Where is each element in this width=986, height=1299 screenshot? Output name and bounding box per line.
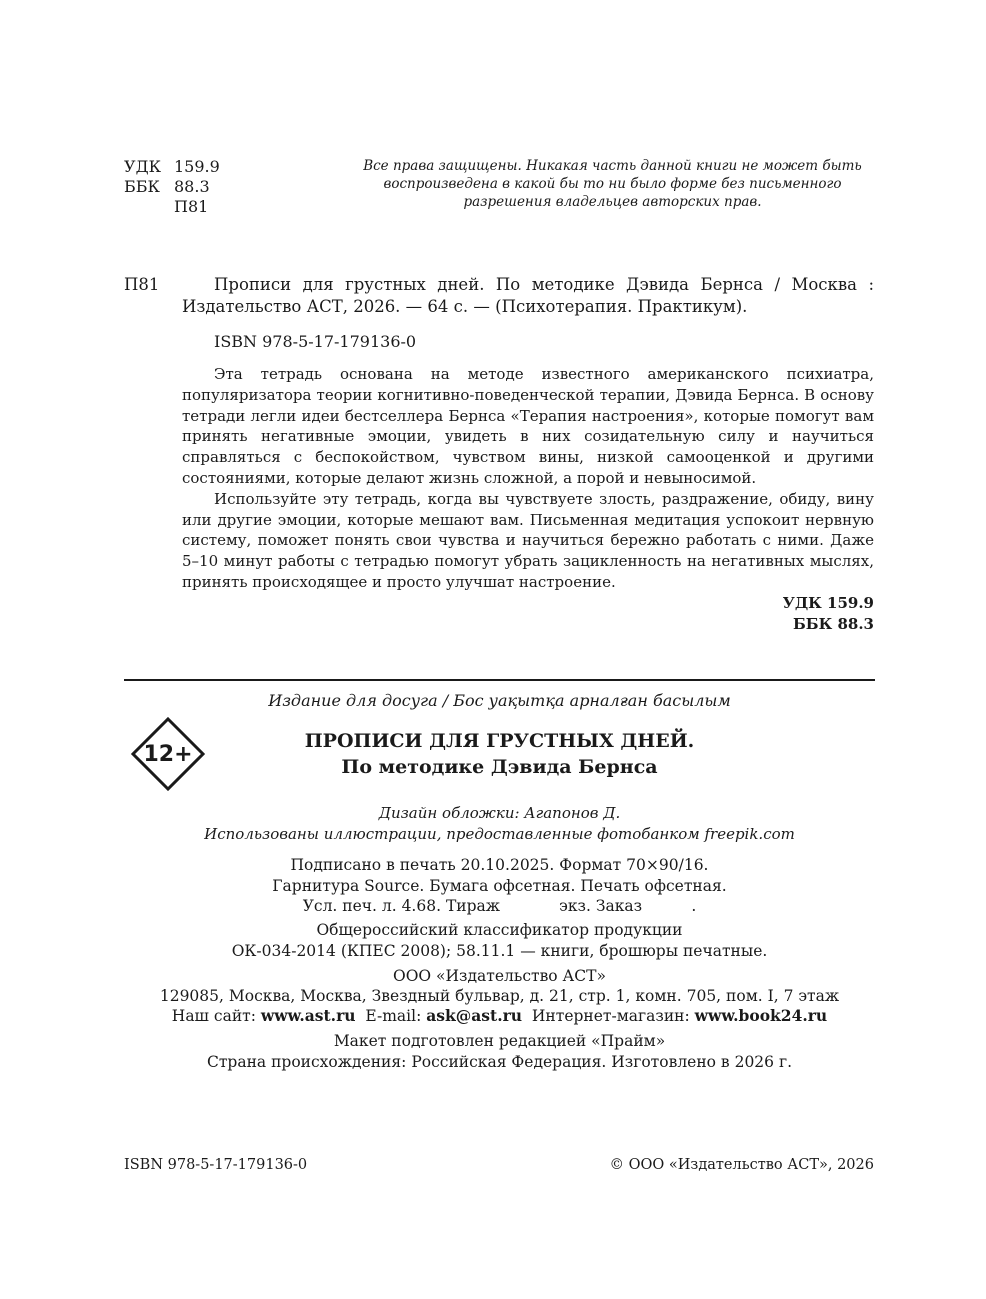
cover-design: Дизайн обложки: Агапонов Д. <box>378 804 621 822</box>
production-info <box>124 1031 875 1072</box>
bbk-row <box>124 177 220 197</box>
title-line-2: По методике Дэвида Бернса <box>341 756 658 778</box>
email-label: E-mail: <box>365 1007 422 1025</box>
technical-info <box>124 855 875 917</box>
footer-isbn: ISBN 978-5-17-179136-0 <box>124 1157 308 1173</box>
udk-label: УДК <box>124 157 161 176</box>
edition-type: Издание для досуга / Бос уақытқа арналған басылым <box>268 691 731 710</box>
site-label: Наш сайт: <box>171 1007 256 1025</box>
classifier-title: Общероссийский классификатор продукции <box>316 921 683 939</box>
author-mark-row <box>124 197 220 217</box>
site-link: www.ast.ru <box>260 1006 356 1025</box>
publisher-address: 129085, Москва, Москва, Звездный бульвар, д. 21, стр. 1, комн. 705, пом. I, 7 этаж <box>159 987 840 1005</box>
print-run: Усл. печ. л. 4.68. Тираж экз. Заказ . <box>302 897 697 915</box>
divider-rule <box>124 679 875 681</box>
publisher-name: ООО «Издательство АСТ» <box>393 967 606 985</box>
rights-notice: Все права защищены. Никакая часть данной книги не может быть воспроизведена в какой бы то ни было форме без письменного разрешения владельцев авторских прав. <box>363 158 862 210</box>
annotation-paragraph: Используйте эту тетрадь, когда вы чувствуете злость, раздражение, обиду, вину или другие эмоции, которые мешают вам. Письменная медитация успокоит нервную систему, поможет понять свои чувства и научиться бережно работать с ними. Даже 5–10 минут работы с тетрадью помогут убрать зацикленность на негативных мыслях, принять происходящее и просто улучшат настроение. <box>182 489 874 591</box>
book-title <box>124 728 875 780</box>
isbn-main: ISBN 978-5-17-179136-0 <box>214 332 417 351</box>
classification-bold <box>783 593 874 635</box>
contacts-line <box>124 1006 875 1026</box>
publisher-info <box>124 966 875 1026</box>
title-line-1: ПРОПИСИ ДЛЯ ГРУСТНЫХ ДНЕЙ. <box>304 730 695 752</box>
typeface-info: Гарнитура Source. Бумага офсетная. Печать офсетная. <box>272 876 727 895</box>
email-link: ask@ast.ru <box>426 1006 523 1025</box>
udk-value: 159.9 <box>174 157 220 176</box>
layout-by: Макет подготовлен редакцией «Прайм» <box>333 1032 666 1050</box>
udk-row <box>124 157 220 177</box>
credits <box>124 803 875 844</box>
shop-label: Интернет-магазин: <box>531 1007 690 1025</box>
annotation <box>182 364 874 593</box>
udk-bold: УДК 159.9 <box>782 594 874 612</box>
signed-to-print: Подписано в печать 20.10.2025. Формат 70×90/16. <box>290 856 709 874</box>
classification-block <box>124 157 220 217</box>
bbk-label: ББК <box>124 177 160 196</box>
author-mark: П81 <box>174 197 209 216</box>
bbk-value: 88.3 <box>174 177 210 196</box>
bbk-bold: ББК 88.3 <box>792 615 874 633</box>
footer-copyright: © ООО «Издательство АСТ», 2026 <box>609 1157 874 1173</box>
bibliographic-code: П81 <box>124 275 160 294</box>
shop-link: www.book24.ru <box>694 1006 828 1025</box>
age-rating: 12+ <box>143 741 193 767</box>
country-of-origin: Страна происхождения: Российская Федерация. Изготовлено в 2026 г. <box>206 1052 793 1071</box>
classifier-code: ОК-034-2014 (КПЕС 2008); 58.11.1 — книги, брошюры печатные. <box>231 941 768 960</box>
annotation-paragraph: Эта тетрадь основана на методе известного американского психиатра, популяризатора теории когнитивно-поведенческой терапии, Дэвида Бернса. В основу тетради легли идеи бестселлера Бернса «Терапия настроения», которые помогут вам принять негативные эмоции, увидеть в них созидательную силу и научиться справляться с беспокойством, чувством вины, низкой самооценкой и другими состояниями, которые делают жизнь сложной, а порой и невыносимой. <box>182 365 874 487</box>
bibliographic-description: Прописи для грустных дней. По методике Дэвида Бернса / Москва : Издательство АСТ, 2026. — 64 с. — (Психотерапия. Практикум). <box>182 275 874 316</box>
product-classifier <box>124 920 875 961</box>
illustrations-credit: Использованы иллюстрации, предоставленные фотобанком freepik.com <box>204 824 795 843</box>
